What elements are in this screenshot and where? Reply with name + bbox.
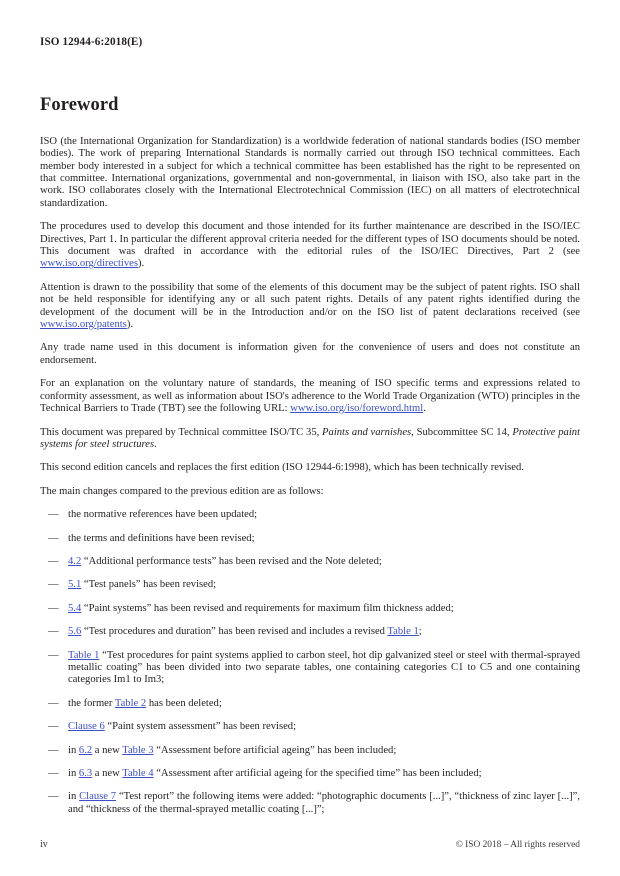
change-list-item xyxy=(40,509,580,521)
list-bullet-dash: — xyxy=(48,509,59,521)
list-bullet-dash: — xyxy=(48,602,59,614)
committee-title-protective: Protective paint systems for steel structures xyxy=(40,426,581,450)
list-bullet-dash: — xyxy=(48,579,59,591)
change-list-item-text: “Assessment after artificial ageing for the specified time” has been included; xyxy=(153,768,482,779)
paragraph-committee-text-post: . xyxy=(154,438,157,450)
change-list-item-text: “Test report” the following items were added: “photographic documents [...]”, “thickness of zinc layer [...]”, and “thickness of the thermal-sprayed metallic coating [...]”; xyxy=(68,791,581,815)
change-list-item-text: “Paint system assessment” has been revised; xyxy=(104,721,297,733)
document-header-code: ISO 12944-6:2018(E) xyxy=(40,36,143,48)
paragraph-patent-rights xyxy=(40,282,580,332)
list-bullet-dash: — xyxy=(48,697,59,709)
link-cross-reference[interactable]: 5.4 xyxy=(68,602,82,614)
change-list-item-text: “Test procedures for paint systems applied to carbon steel, hot dip galvanized steel or steel with thermal-sprayed metallic coating” has been divided into two separate tables, one containing categories C1 to C5 and one containing categories Im1 to Im3; xyxy=(68,649,581,686)
list-bullet-dash: — xyxy=(48,649,59,661)
change-list-item xyxy=(40,556,580,568)
change-list-item-text: has been deleted; xyxy=(146,697,222,709)
change-list-item xyxy=(40,650,580,687)
change-list-item xyxy=(40,745,580,757)
change-list-item xyxy=(40,626,580,638)
change-list-item-text: a new xyxy=(92,768,123,779)
link-cross-reference[interactable]: 5.6 xyxy=(68,626,82,638)
paragraph-voluntary-nature xyxy=(40,378,580,415)
change-list-item-text: the former xyxy=(68,697,115,709)
paragraph-committee-text-pre: This document was prepared by Technical committee ISO/TC 35, xyxy=(40,426,323,438)
page-footer xyxy=(40,839,580,850)
link-cross-reference[interactable]: Clause 6 xyxy=(68,721,105,733)
change-list-item-text: a new xyxy=(92,744,123,756)
paragraph-patent-text-post: ). xyxy=(126,319,133,331)
change-list-item-text: “Assessment before artificial ageing” has been included; xyxy=(153,744,397,756)
link-cross-reference[interactable]: Table 1 xyxy=(68,649,100,661)
change-list-item-text: the terms and definitions have been revised; xyxy=(68,532,255,544)
link-cross-reference[interactable]: Table 4 xyxy=(122,768,154,779)
link-cross-reference[interactable]: Table 1 xyxy=(387,626,419,638)
change-list-item-text: “Additional performance tests” has been revised and the Note deleted; xyxy=(81,555,382,567)
change-list-item xyxy=(40,533,580,545)
list-bullet-dash: — xyxy=(48,532,59,544)
paragraph-patent-text-pre: Attention is drawn to the possibility that some of the elements of this document may be the subject of patent rights. ISO shall not be held responsible for identifying any or all such patent rights. Details of any patent rights identified during the development of the document will be in the Introduction and/or on the ISO list of patent declarations received (see xyxy=(40,281,580,318)
paragraph-procedures-text-pre: The procedures used to develop this document and those intended for its further maintenance are described in the ISO/IEC Directives, Part 1. In particular the different approval criteria needed for the different types of ISO documents should be noted. This document was drafted in accordance with the editorial rules of the ISO/IEC Directives, Part 2 (see xyxy=(40,221,580,258)
paragraph-iso-description: ISO (the International Organization for Standardization) is a worldwide federation of national standards bodies (ISO member bodies). The work of preparing International Standards is normally carried out through ISO technical committees. Each member body interested in a subject for which a technical committee has been established has the right to be represented on that committee. International organizations, governmental and non-governmental, in liaison with ISO, also take part in the work. ISO collaborates closely with the International Electrotechnical Commission (IEC) on all matters of electrotechnical standardization. xyxy=(40,135,580,209)
change-list-item xyxy=(40,603,580,615)
paragraph-main-changes-intro: The main changes compared to the previous edition are as follows: xyxy=(40,485,324,497)
page-title: Foreword xyxy=(40,95,119,116)
copyright-notice: © ISO 2018 – All rights reserved xyxy=(455,840,580,850)
list-bullet-dash: — xyxy=(48,555,59,567)
link-iso-patents[interactable]: www.iso.org/patents xyxy=(40,319,127,331)
change-list-item-text: “Paint systems” has been revised and requirements for maximum film thickness added; xyxy=(81,602,454,614)
changes-list xyxy=(40,509,580,816)
paragraph-voluntary-text-post: . xyxy=(423,403,426,415)
change-list-item-text: in xyxy=(68,744,79,756)
list-bullet-dash: — xyxy=(48,744,59,756)
change-list-item xyxy=(40,721,580,733)
list-bullet-dash: — xyxy=(48,768,59,779)
paragraph-procedures-text-post: ). xyxy=(137,258,145,270)
link-iso-foreword[interactable]: www.iso.org/iso/foreword.html xyxy=(290,403,424,415)
list-bullet-dash: — xyxy=(48,721,59,733)
link-cross-reference[interactable]: 6.3 xyxy=(78,768,93,779)
change-list-item-text: in xyxy=(68,791,80,803)
link-cross-reference[interactable]: Table 2 xyxy=(114,697,147,709)
change-list-item-text: ; xyxy=(418,626,422,638)
paragraph-trade-name: Any trade name used in this document is information given for the convenience of users and does not constitute an endorsement. xyxy=(40,342,580,366)
paragraph-second-edition: This second edition cancels and replaces the first edition (ISO 12944-6:1998), which has been technically revised. xyxy=(40,462,524,474)
committee-title-paints: Paints and varnishes xyxy=(322,426,412,438)
paragraph-committee xyxy=(40,427,580,452)
change-list-item xyxy=(40,579,580,591)
change-list-item xyxy=(40,791,580,816)
paragraph-voluntary-text-pre: For an explanation on the voluntary nature of standards, the meaning of ISO specific terms and expressions related to conformity assessment, as well as information about ISO's adherence to the World Trade Organization (WTO) principles in the Technical Barriers to Trade (TBT) see the following URL: xyxy=(40,378,580,415)
change-list-item xyxy=(40,698,580,710)
paragraph-procedures xyxy=(40,221,580,271)
change-list-item xyxy=(40,768,580,780)
link-cross-reference[interactable]: Table 3 xyxy=(122,744,154,756)
change-list-item-text: the normative references have been updated; xyxy=(68,509,258,521)
change-list-item-text: “Test procedures and duration” has been revised and includes a revised xyxy=(81,626,388,638)
change-list-item-text: “Test panels” has been revised; xyxy=(81,579,217,591)
change-list-item-text: in xyxy=(68,768,79,779)
link-cross-reference[interactable]: 6.2 xyxy=(78,744,93,756)
list-bullet-dash: — xyxy=(48,791,59,803)
link-cross-reference[interactable]: 4.2 xyxy=(68,555,82,567)
link-cross-reference[interactable]: Clause 7 xyxy=(79,791,117,803)
paragraph-committee-text-mid: , Subcommittee SC 14, xyxy=(411,426,513,438)
list-bullet-dash: — xyxy=(48,626,59,638)
link-cross-reference[interactable]: 5.1 xyxy=(68,579,82,591)
page-number: iv xyxy=(40,839,48,850)
link-iso-directives[interactable]: www.iso.org/directives xyxy=(40,258,138,270)
